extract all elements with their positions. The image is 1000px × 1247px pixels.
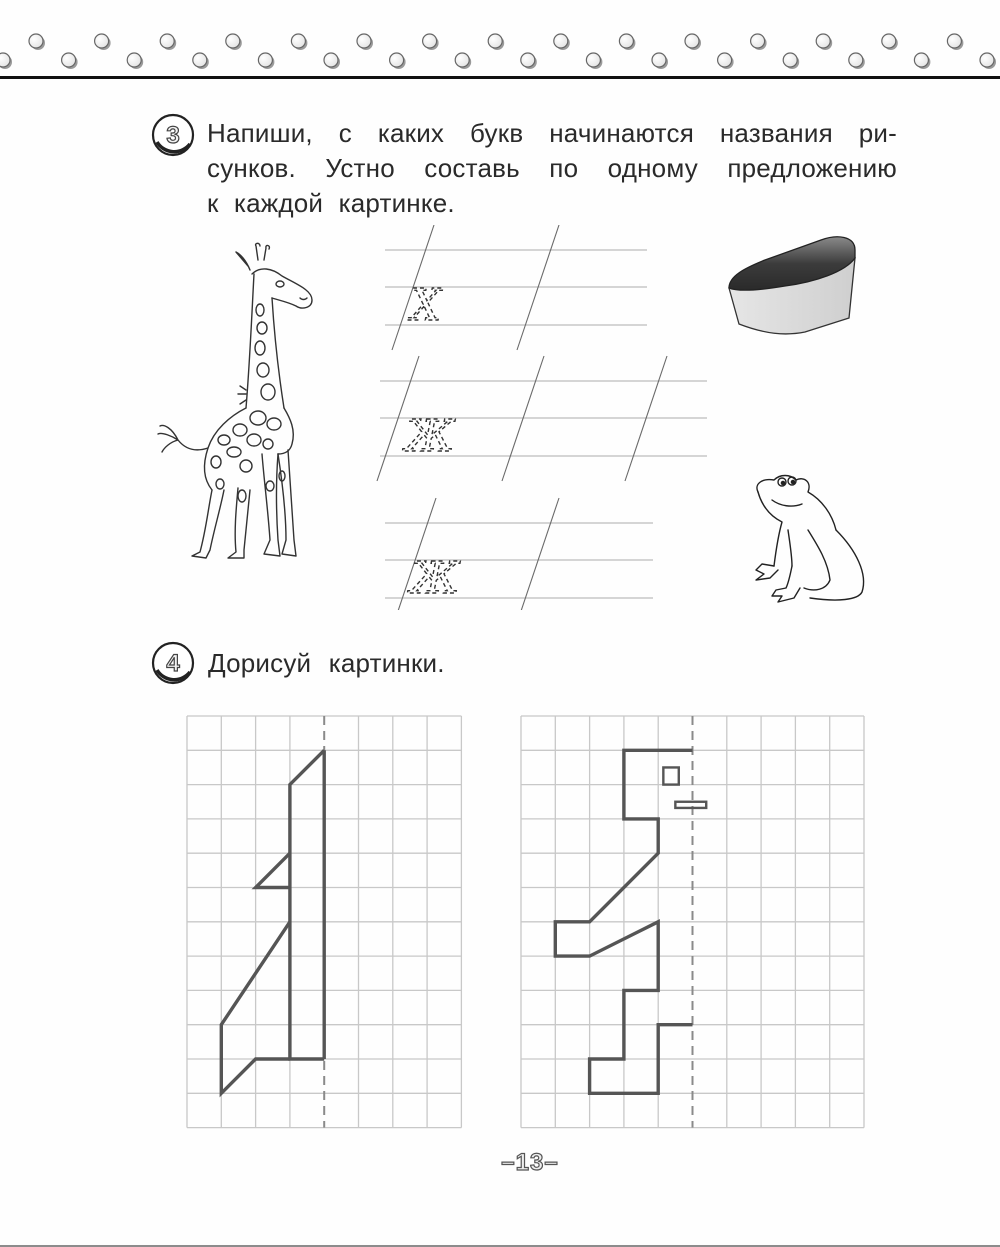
exercise-4-number-badge (150, 640, 196, 691)
bubble-dot-border (0, 0, 1000, 80)
figure-detail (675, 802, 706, 808)
drawing-grid-rocket[interactable] (185, 714, 465, 1130)
traced-letter: Ж (405, 411, 455, 462)
drawing-grid-figure[interactable] (519, 714, 865, 1130)
svg-text:4: 4 (166, 650, 180, 677)
figure-outline (256, 853, 290, 887)
figure-outline (290, 750, 324, 1059)
top-divider (0, 76, 1000, 79)
instruction-line: к каждой картинке. (207, 188, 455, 218)
number-circle-icon (150, 640, 196, 686)
figure-detail (663, 767, 678, 784)
traced-letter: Х (410, 280, 442, 331)
exercise-3-number-badge (150, 112, 196, 163)
bread-loaf-picture (725, 228, 860, 338)
copybook-writing-lines[interactable] (370, 225, 710, 610)
number-circle-icon (150, 112, 196, 158)
page-number: –13– (501, 1149, 559, 1176)
traced-letter: Ж (410, 553, 460, 604)
giraffe-picture (150, 240, 330, 570)
frog-picture (748, 470, 873, 610)
exercise-4-instruction (208, 646, 445, 681)
instruction-line: Напиши, с каких букв начинаются названия ри- (207, 118, 897, 148)
exercise-3-instruction (207, 116, 897, 221)
instruction-line: Дорисуй картинки. (208, 648, 445, 678)
instruction-line: сунков. Устно составь по одному предложению (207, 153, 897, 183)
svg-text:3: 3 (166, 122, 180, 149)
